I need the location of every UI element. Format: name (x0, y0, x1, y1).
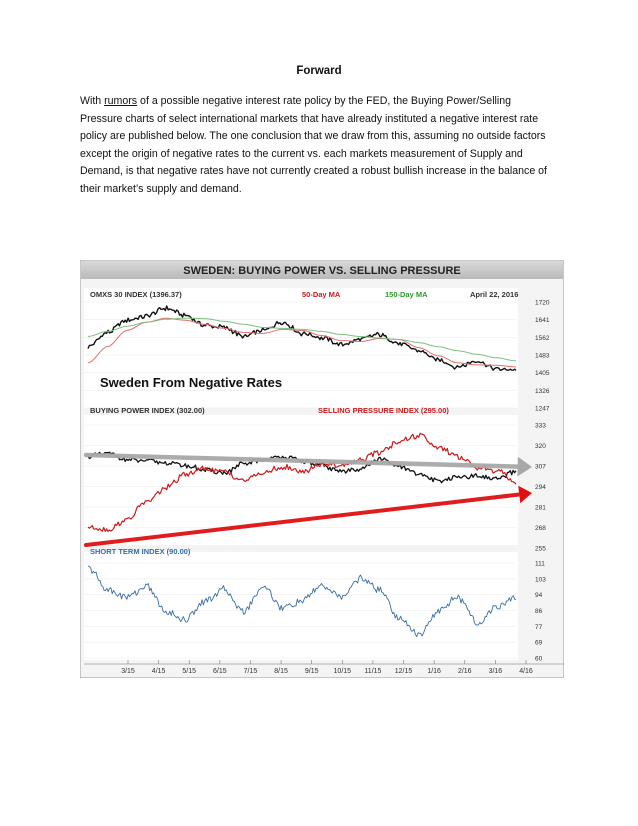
y-tick-label: 1326 (535, 387, 550, 395)
y-tick-label: 333 (535, 422, 546, 430)
x-tick-label: 10/15 (333, 668, 352, 675)
chart-svg (80, 260, 564, 678)
y-tick-label: 294 (535, 484, 546, 491)
y-tick-label: 1641 (535, 317, 550, 325)
y-tick-label: 1720 (535, 299, 550, 307)
y-tick-label: 86 (535, 608, 543, 615)
chart-title: SWEDEN: BUYING POWER VS. SELLING PRESSURE (183, 265, 461, 277)
x-tick-label: 11/15 (364, 668, 382, 675)
short-term-panel (84, 552, 518, 660)
x-tick-label: 3/16 (488, 668, 503, 675)
intro-paragraph (80, 93, 552, 198)
y-tick-label: 111 (535, 560, 545, 568)
paragraph-text-rest: of a possible negative interest rate policy by the FED, the Buying Power/Selling Pressure charts of select international markets that have already instituted a negative interest rate policy are published below. The one conclusion that we draw from this, assuming no outside factors except the origin of negative rates to the current vs. each markets measurement of Supply and Demand, is that negative rates have not currently created a robust bullish increase in the balance of their market’s supply and demand. (80, 95, 547, 195)
y-tick-label: 60 (535, 655, 543, 663)
x-tick-label: 12/15 (394, 668, 413, 675)
breadth-panel (84, 415, 518, 545)
y-tick-label: 103 (535, 576, 546, 584)
price-panel (84, 288, 518, 408)
ma50-legend: 50-Day MA (302, 290, 341, 299)
x-tick-label: 2/16 (457, 668, 472, 675)
y-tick-label: 1405 (535, 370, 550, 378)
x-tick-label: 5/15 (182, 668, 197, 675)
x-tick-label: 4/15 (151, 668, 166, 675)
y-tick-label: 1247 (535, 405, 550, 413)
rumors-link[interactable]: rumors (104, 95, 138, 107)
selling-pressure-label: SELLING PRESSURE INDEX (295.00) (318, 406, 449, 415)
y-tick-label: 307 (535, 463, 546, 471)
y-tick-label: 94 (535, 592, 543, 600)
y-tick-label: 320 (535, 443, 546, 450)
short-term-label: SHORT TERM INDEX (90.00) (90, 547, 191, 556)
x-tick-label: 6/15 (213, 668, 227, 675)
y-tick-label: 268 (535, 525, 546, 532)
annotation-text: Sweden From Negative Rates (100, 375, 283, 390)
x-tick-label: 7/15 (243, 668, 258, 675)
y-tick-label: 77 (535, 623, 543, 631)
paragraph-text-start: With (80, 95, 105, 107)
x-tick-label: 8/15 (274, 668, 288, 675)
x-tick-label: 3/15 (121, 668, 135, 675)
x-tick-label: 4/16 (519, 668, 533, 675)
y-tick-label: 1483 (535, 352, 550, 360)
omxs-label: OMXS 30 INDEX (1396.37) (90, 290, 182, 299)
y-tick-label: 1562 (535, 334, 550, 342)
ma150-legend: 150-Day MA (385, 290, 428, 299)
x-tick-label: 9/15 (304, 668, 319, 675)
x-tick-label: 1/16 (427, 668, 441, 675)
chart-date: April 22, 2016 (470, 290, 519, 299)
y-tick-label: 281 (535, 504, 546, 512)
y-tick-label: 255 (535, 545, 546, 553)
sweden-chart (80, 260, 564, 678)
buying-power-label: BUYING POWER INDEX (302.00) (90, 406, 205, 415)
page-title: Forward (296, 65, 342, 77)
y-tick-label: 69 (535, 639, 543, 647)
